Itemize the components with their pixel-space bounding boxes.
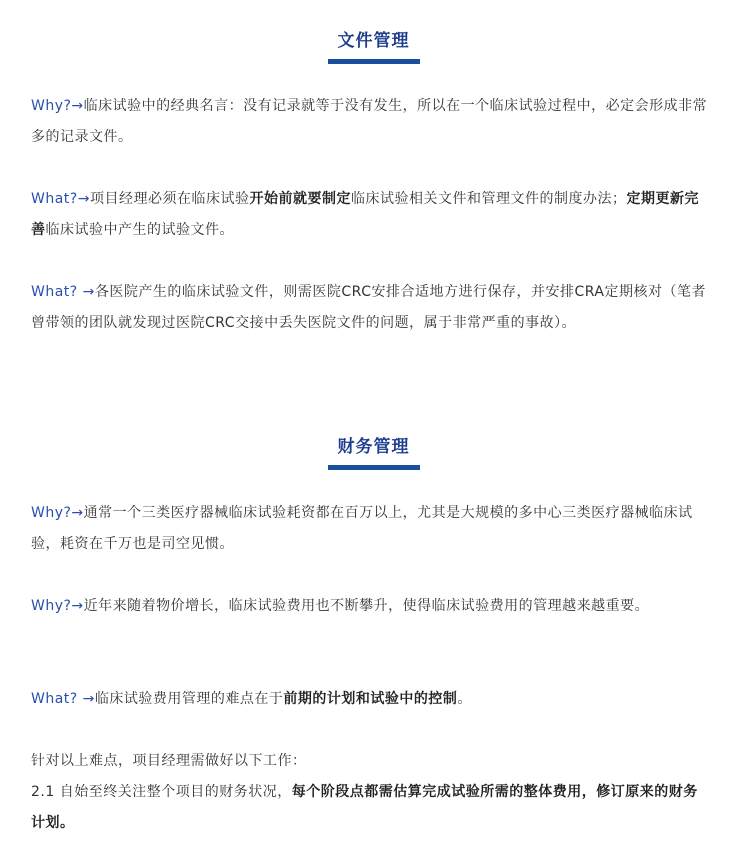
paragraph-lead: What? → — [31, 691, 95, 707]
paragraph-lead: Why?→ — [31, 598, 84, 614]
section-title: 文件管理 — [337, 31, 410, 51]
paragraph-what-pm-duties — [31, 184, 711, 246]
title-underline — [328, 465, 420, 470]
paragraph-text: 针对以上难点，项目经理需做好以下工作： — [31, 753, 307, 769]
paragraph-why-rising-cost — [31, 591, 711, 622]
paragraph-emphasis: 每个阶段点都需估算完成试验所需的整体费用，修订原来的财务计划。 — [31, 784, 698, 831]
paragraph-lead: What? → — [31, 284, 95, 300]
paragraph-text: 。 — [457, 691, 472, 707]
paragraph-what-hospital-files — [31, 277, 711, 339]
title-underline — [328, 59, 420, 64]
section-title: 财务管理 — [337, 437, 410, 457]
paragraph-what-difficulty — [31, 684, 711, 715]
paragraph-emphasis: 开始前就要制定 — [249, 191, 351, 207]
paragraph-emphasis: 前期的计划和试验中的控制 — [283, 691, 458, 707]
paragraph-why-cost — [31, 498, 711, 560]
paragraph-pm-tasks — [31, 746, 711, 839]
paragraph-text: 临床试验相关文件和管理文件的制度办法； — [350, 191, 627, 207]
paragraph-text: 通常一个三类医疗器械临床试验耗资都在百万以上，尤其是大规模的多中心三类医疗器械临床试验，耗资在千万也是司空见惯。 — [31, 505, 693, 552]
paragraph-text: 各医院产生的临床试验文件，则需医院CRC安排合适地方进行保存，并安排CRA定期核对（笔者曾带领的团队就发现过医院CRC交接中丢失医院文件的问题，属于非常严重的事故）。 — [31, 284, 706, 331]
paragraph-text: 临床试验费用管理的难点在于 — [94, 691, 284, 707]
paragraph-why-records — [31, 91, 711, 153]
paragraph-text: 近年来随着物价增长，临床试验费用也不断攀升，使得临床试验费用的管理越来越重要。 — [83, 598, 650, 614]
paragraph-emphasis: 定期更新完善 — [31, 191, 699, 238]
paragraph-lead: Why?→ — [31, 505, 84, 521]
paragraph-text: 2.1 自始至终关注整个项目的财务状况， — [31, 784, 292, 800]
paragraph-lead: Why?→ — [31, 98, 84, 114]
section-header-finance-management — [0, 435, 747, 470]
paragraph-lead: What?→ — [31, 191, 90, 207]
paragraph-text: 临床试验中产生的试验文件。 — [45, 222, 234, 238]
paragraph-text: 临床试验中的经典名言：没有记录就等于没有发生，所以在一个临床试验过程中，必定会形成非常多的记录文件。 — [31, 98, 708, 145]
paragraph-text: 项目经理必须在临床试验 — [89, 191, 250, 207]
section-header-file-management — [0, 29, 747, 64]
